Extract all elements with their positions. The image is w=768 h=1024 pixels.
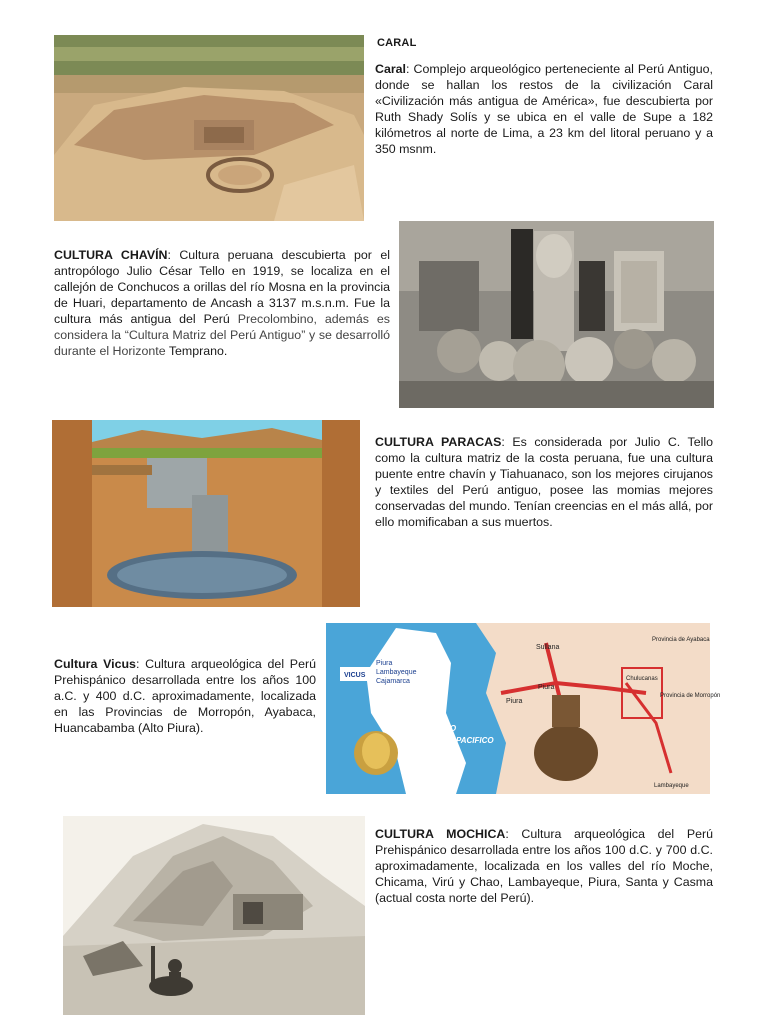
map-pacific-label: PACIFICO [456, 736, 494, 745]
chavin-text: : Cultura peruana descubierta por el antropólogo Julio César Tello en 1919, se localiza en el callejón de Conchucos a orillas del río Mosna en la provincia de Huari, departamento de Ancash a 3137 m.s.n.m. Fue la cultura más antigua del Perú [54, 248, 390, 326]
map-lambayeque: Lambayeque [654, 783, 689, 789]
chavin-photo [399, 221, 714, 408]
mochica-description [375, 826, 713, 906]
map-ayabaca: Provincia de Ayabaca [652, 637, 710, 643]
map-region-lambayeque: Lambayeque [376, 669, 417, 676]
paracas-illustration [52, 420, 360, 607]
map-vicus-label: VICUS [344, 672, 366, 679]
chavin-text2: Precolombino, además es considera la “Cultura Matriz del Perú Antiguo” y se desarrolló durante el Horizonte [54, 312, 390, 358]
caral-photo [54, 35, 364, 221]
vicus-name: Cultura Vicus [54, 657, 136, 671]
paracas-name: CULTURA PARACAS [375, 435, 502, 449]
map-chulucanas: Chulucanas [626, 676, 658, 682]
caral-name: Caral [375, 62, 406, 76]
caral-text: : Complejo arqueológico perteneciente al Perú Antiguo, donde se hallan los restos de la civilización Caral «Civilización más antigua de América», fue descubierta por Ruth Shady Solís y se ubica en el valle de Supe a 182 kilómetros al norte de Lima, a 23 km del litoral peruano y a 350 msnm. [375, 62, 713, 156]
vicus-text: : Cultura arqueológica del Perú Prehispánico desarrollada entre los años 100 a.C. y 400 d.C. aproximadamente, localizada en las Provincias de Morropón, Ayabaca, Huancabamba (Alto Piura). [54, 657, 316, 735]
paracas-text: : Es considerada por Julio C. Tello como la cultura matriz de la costa peruana, fue una cultura puente entre chavín y Tiahuanaco, son los mejores cirujanos y textiles del Perú antiguo, posee las momias mejores conservadas del mundo. Tenían creencias en el más allá, por ello momificaban a sus muertos. [375, 435, 713, 529]
chavin-name: CULTURA CHAVÍN [54, 248, 168, 262]
caral-title: CARAL [377, 37, 417, 49]
map-piura-2: Piura [506, 698, 523, 705]
caral-description [375, 61, 713, 157]
map-ocean-label: OCEANO [421, 724, 457, 733]
mochica-text: : Cultura arqueológica del Perú Prehispánico desarrollada entre los años 100 d.C. y 700 d.C. aproximadamente, localizada en los valles del río Moche, Chicama, Virú y Chao, Lambayeque, Piura, Santa y Casma (actual costa norte del Perú). [375, 827, 713, 905]
map-sullana: Sullana [536, 644, 560, 651]
paracas-description [375, 434, 713, 530]
mochica-name: CULTURA MOCHICA [375, 827, 506, 841]
map-morropon: Provincia de Morropón [660, 693, 721, 699]
vicus-map [326, 623, 721, 794]
mochica-engraving [63, 816, 365, 1015]
map-region-cajamarca: Cajamarca [376, 678, 410, 685]
chavin-description [54, 247, 390, 359]
map-piura-1: Piura [538, 684, 555, 691]
vicus-description [54, 656, 316, 736]
chavin-text3: Temprano. [168, 344, 228, 358]
map-region-piura: Piura [376, 660, 393, 667]
